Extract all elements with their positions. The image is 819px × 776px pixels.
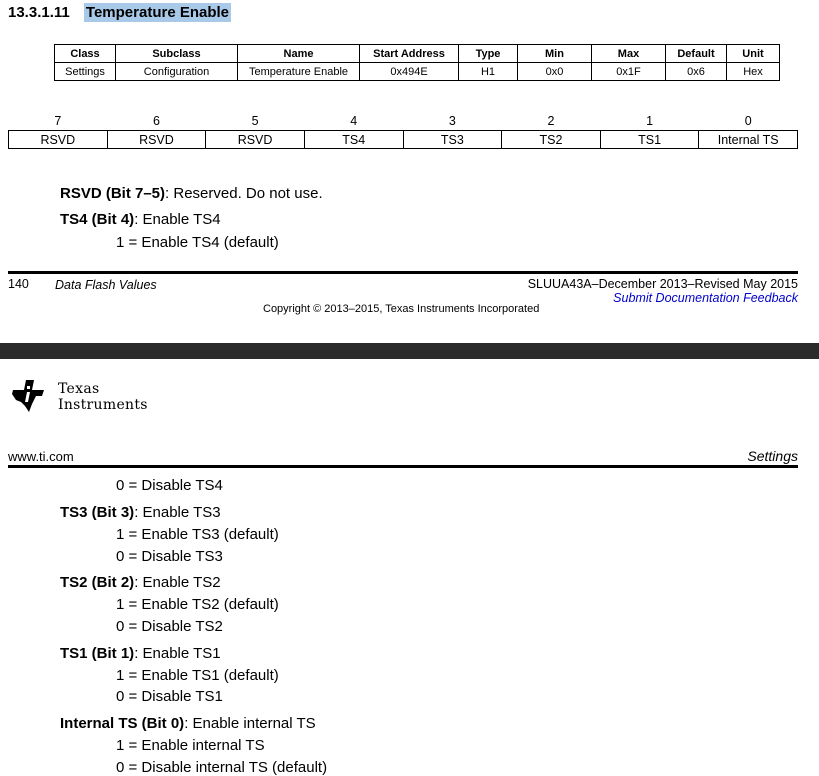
option-line: 1 = Enable internal TS <box>116 737 265 754</box>
parameter-table-header-row <box>55 45 780 63</box>
definition-text: : Enable internal TS <box>184 715 316 732</box>
ts3-definition <box>60 504 221 521</box>
bit-number: 5 <box>251 114 259 128</box>
definition-text: : Enable TS1 <box>134 645 221 662</box>
website-link[interactable]: www.ti.com <box>8 449 74 464</box>
bit-number: 0 <box>744 114 752 128</box>
header-default: Default <box>666 45 727 63</box>
bit-name: Internal TS <box>699 131 798 149</box>
option-line: 0 = Disable TS4 <box>116 477 223 494</box>
definition-text: : Enable TS4 <box>134 211 221 228</box>
bit-name: TS1 <box>600 131 699 149</box>
option-line: 0 = Disable internal TS (default) <box>116 759 328 776</box>
section-number: 13.3.1.11 <box>8 4 70 21</box>
bit-name: TS2 <box>502 131 601 149</box>
table-row <box>55 63 780 81</box>
cell-start-address: 0x494E <box>360 63 459 81</box>
cell-name: Temperature Enable <box>238 63 360 81</box>
bit-number: 2 <box>547 114 555 128</box>
definition-term: Internal TS (Bit 0) <box>60 715 185 732</box>
bit-number: 4 <box>350 114 358 128</box>
option-line: 1 = Enable TS1 (default) <box>116 667 279 684</box>
logo-text-line1: Texas <box>58 381 100 397</box>
definition-term: TS4 (Bit 4) <box>60 211 135 228</box>
definition-term: TS3 (Bit 3) <box>60 504 135 521</box>
bit-layout-table <box>8 112 798 149</box>
footer-rule <box>8 271 798 274</box>
definition-text: : Enable TS2 <box>134 574 221 591</box>
ts4-definition <box>60 211 221 228</box>
header-unit: Unit <box>727 45 780 63</box>
parameter-table <box>54 44 780 81</box>
section-heading <box>8 4 231 21</box>
cell-min: 0x0 <box>518 63 592 81</box>
definition-term: TS1 (Bit 1) <box>60 645 135 662</box>
bit-name: TS4 <box>304 131 403 149</box>
header-start-address: Start Address <box>360 45 459 63</box>
document-id: SLUUA43A–December 2013–Revised May 2015 <box>527 277 798 291</box>
option-line: 1 = Enable TS3 (default) <box>116 526 279 543</box>
option-line: 1 = Enable TS2 (default) <box>116 596 279 613</box>
header-rule <box>8 465 798 468</box>
bit-number: 7 <box>54 114 62 128</box>
header-min: Min <box>518 45 592 63</box>
bit-name-row <box>9 131 798 149</box>
bit-number: 3 <box>448 114 456 128</box>
header-class: Class <box>55 45 116 63</box>
page-number: 140 <box>8 277 29 291</box>
ts2-definition <box>60 574 221 591</box>
cell-max: 0x1F <box>592 63 666 81</box>
cell-default: 0x6 <box>666 63 727 81</box>
header-max: Max <box>592 45 666 63</box>
header-name: Name <box>238 45 360 63</box>
bit-number: 1 <box>646 114 654 128</box>
cell-unit: Hex <box>727 63 780 81</box>
ti-logo <box>10 378 180 418</box>
header-subclass: Subclass <box>116 45 238 63</box>
definition-term: TS2 (Bit 2) <box>60 574 135 591</box>
cell-subclass: Configuration <box>116 63 238 81</box>
cell-class: Settings <box>55 63 116 81</box>
option-line: 0 = Disable TS3 <box>116 548 223 565</box>
ti-logo-icon <box>10 378 48 414</box>
cell-type: H1 <box>459 63 518 81</box>
bit-name: RSVD <box>206 131 305 149</box>
header-type: Type <box>459 45 518 63</box>
bit-number: 6 <box>152 114 160 128</box>
bit-name: RSVD <box>107 131 206 149</box>
option-line: 0 = Disable TS2 <box>116 618 223 635</box>
copyright: Copyright © 2013–2015, Texas Instruments Incorporated <box>263 303 540 315</box>
rsvd-definition <box>60 185 323 202</box>
definition-term: RSVD (Bit 7–5) <box>60 185 166 202</box>
page-break <box>0 343 819 359</box>
ts1-definition <box>60 645 221 662</box>
bit-number-row <box>9 112 798 131</box>
definition-text: : Enable TS3 <box>134 504 221 521</box>
bit-name: RSVD <box>9 131 108 149</box>
logo-text-line2: Instruments <box>58 397 148 413</box>
running-header-section: Settings <box>747 448 798 464</box>
definition-text: : Reserved. Do not use. <box>165 185 323 202</box>
internal-ts-definition <box>60 715 316 732</box>
footer-section-name: Data Flash Values <box>55 278 157 292</box>
section-title: Temperature Enable <box>85 4 230 21</box>
bit-name: TS3 <box>403 131 502 149</box>
feedback-link[interactable]: Submit Documentation Feedback <box>613 291 798 305</box>
option-line: 1 = Enable TS4 (default) <box>116 234 279 251</box>
option-line: 0 = Disable TS1 <box>116 688 223 705</box>
